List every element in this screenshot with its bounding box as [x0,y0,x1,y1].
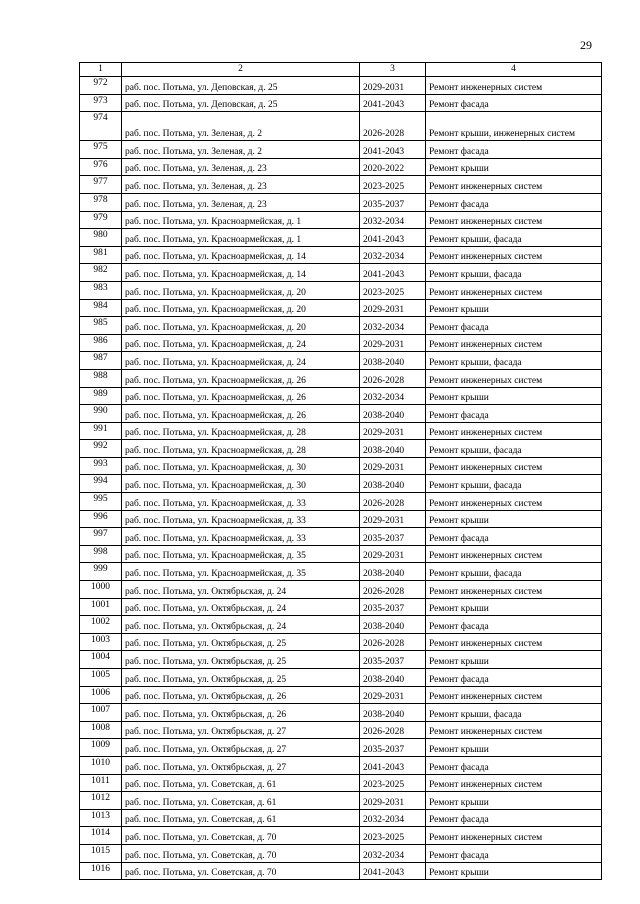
address-cell: раб. пос. Потьма, ул. Красноармейская, д. 28 [122,422,360,440]
work-type-cell: Ремонт инженерных систем [426,176,602,194]
header-cell-number: 1 [80,63,122,77]
address-cell: раб. пос. Потьма, ул. Красноармейская, д. 33 [122,528,360,546]
work-type-cell: Ремонт крыши [426,792,602,810]
header-cell-period: 3 [360,63,426,77]
row-number-cell: 1009 [80,739,122,757]
table-row [80,686,602,704]
period-cell: 2035-2037 [360,598,426,616]
table-row [80,756,602,774]
period-cell: 2038-2040 [360,405,426,423]
address-cell: раб. пос. Потьма, ул. Красноармейская, д. 14 [122,246,360,264]
work-type-cell: Ремонт инженерных систем [426,493,602,511]
row-number-cell: 972 [80,77,122,95]
address-cell: раб. пос. Потьма, ул. Красноармейская, д. 20 [122,317,360,335]
period-cell: 2029-2031 [360,545,426,563]
row-number-cell: 1007 [80,704,122,722]
period-cell: 2026-2028 [360,633,426,651]
table-row [80,792,602,810]
address-cell: раб. пос. Потьма, ул. Октябрьская, д. 26 [122,704,360,722]
table-row [80,633,602,651]
period-cell: 2029-2031 [360,334,426,352]
table-row [80,334,602,352]
period-cell: 2038-2040 [360,440,426,458]
address-cell: раб. пос. Потьма, ул. Красноармейская, д. 28 [122,440,360,458]
work-type-cell: Ремонт крыши [426,739,602,757]
address-cell: раб. пос. Потьма, ул. Зеленая, д. 23 [122,176,360,194]
work-type-cell: Ремонт инженерных систем [426,281,602,299]
row-number-cell: 1001 [80,598,122,616]
table-row [80,112,602,141]
row-number-cell: 998 [80,545,122,563]
header-cell-address: 2 [122,63,360,77]
period-cell: 2023-2025 [360,774,426,792]
header-cell-work: 4 [426,63,602,77]
table-row [80,721,602,739]
row-number-cell: 982 [80,264,122,282]
table-row [80,246,602,264]
table-row [80,475,602,493]
work-type-cell: Ремонт инженерных систем [426,581,602,599]
table-row [80,94,602,112]
work-type-cell: Ремонт инженерных систем [426,369,602,387]
period-cell: 2029-2031 [360,510,426,528]
row-number-cell: 984 [80,299,122,317]
period-cell: 2041-2043 [360,862,426,880]
row-number-cell: 999 [80,563,122,581]
address-cell: раб. пос. Потьма, ул. Советская, д. 61 [122,792,360,810]
table-row [80,616,602,634]
period-cell: 2029-2031 [360,299,426,317]
table-row [80,387,602,405]
address-cell: раб. пос. Потьма, ул. Красноармейская, д. 33 [122,493,360,511]
address-cell: раб. пос. Потьма, ул. Октябрьская, д. 25 [122,633,360,651]
work-type-cell: Ремонт крыши, фасада [426,229,602,247]
table-row [80,563,602,581]
table-row [80,510,602,528]
work-type-cell: Ремонт крыши [426,387,602,405]
period-cell: 2032-2034 [360,317,426,335]
row-number-cell: 1010 [80,756,122,774]
address-cell: раб. пос. Потьма, ул. Красноармейская, д. 26 [122,405,360,423]
work-type-cell: Ремонт крыши, фасада [426,475,602,493]
address-cell: раб. пос. Потьма, ул. Красноармейская, д. 20 [122,299,360,317]
period-cell: 2035-2037 [360,528,426,546]
row-number-cell: 1004 [80,651,122,669]
row-number-cell: 1008 [80,721,122,739]
table-row [80,827,602,845]
address-cell: раб. пос. Потьма, ул. Красноармейская, д. 30 [122,457,360,475]
address-cell: раб. пос. Потьма, ул. Октябрьская, д. 27 [122,721,360,739]
address-cell: раб. пос. Потьма, ул. Красноармейская, д. 26 [122,369,360,387]
period-cell: 2023-2025 [360,281,426,299]
row-number-cell: 1002 [80,616,122,634]
table-row [80,158,602,176]
table-row [80,77,602,95]
table-row [80,844,602,862]
table-row [80,405,602,423]
row-number-cell: 986 [80,334,122,352]
work-type-cell: Ремонт фасада [426,809,602,827]
work-type-cell: Ремонт фасада [426,756,602,774]
work-type-cell: Ремонт инженерных систем [426,334,602,352]
table-row [80,141,602,159]
period-cell: 2038-2040 [360,669,426,687]
period-cell: 2041-2043 [360,141,426,159]
address-cell: раб. пос. Потьма, ул. Деповская, д. 25 [122,94,360,112]
work-type-cell: Ремонт крыши [426,299,602,317]
table-row [80,176,602,194]
period-cell: 2032-2034 [360,844,426,862]
row-number-cell: 985 [80,317,122,335]
work-type-cell: Ремонт крыши [426,862,602,880]
row-number-cell: 975 [80,141,122,159]
row-number-cell: 1015 [80,844,122,862]
period-cell: 2029-2031 [360,457,426,475]
address-cell: раб. пос. Потьма, ул. Советская, д. 70 [122,827,360,845]
address-cell: раб. пос. Потьма, ул. Красноармейская, д. 30 [122,475,360,493]
work-type-cell: Ремонт крыши [426,158,602,176]
period-cell: 2038-2040 [360,475,426,493]
address-cell: раб. пос. Потьма, ул. Красноармейская, д. 26 [122,387,360,405]
row-number-cell: 1016 [80,862,122,880]
address-cell: раб. пос. Потьма, ул. Октябрьская, д. 24 [122,598,360,616]
table-row [80,774,602,792]
period-cell: 2038-2040 [360,616,426,634]
table-row [80,457,602,475]
address-cell: раб. пос. Потьма, ул. Октябрьская, д. 24 [122,616,360,634]
address-cell: раб. пос. Потьма, ул. Красноармейская, д. 14 [122,264,360,282]
address-cell: раб. пос. Потьма, ул. Октябрьская, д. 26 [122,686,360,704]
address-cell: раб. пос. Потьма, ул. Зеленая, д. 2 [122,112,360,141]
table-row [80,739,602,757]
address-cell: раб. пос. Потьма, ул. Октябрьская, д. 24 [122,581,360,599]
work-type-cell: Ремонт инженерных систем [426,545,602,563]
period-cell: 2023-2025 [360,176,426,194]
table-row [80,704,602,722]
table-row [80,229,602,247]
work-type-cell: Ремонт инженерных систем [426,422,602,440]
address-cell: раб. пос. Потьма, ул. Октябрьская, д. 27 [122,756,360,774]
period-cell: 2038-2040 [360,352,426,370]
work-type-cell: Ремонт крыши, фасада [426,563,602,581]
table-row [80,317,602,335]
row-number-cell: 993 [80,457,122,475]
address-cell: раб. пос. Потьма, ул. Красноармейская, д. 20 [122,281,360,299]
row-number-cell: 1003 [80,633,122,651]
period-cell: 2026-2028 [360,112,426,141]
address-cell: раб. пос. Потьма, ул. Красноармейская, д. 33 [122,510,360,528]
table-row [80,299,602,317]
table-row [80,369,602,387]
table-body [80,63,602,880]
row-number-cell: 979 [80,211,122,229]
row-number-cell: 990 [80,405,122,423]
period-cell: 2020-2022 [360,158,426,176]
period-cell: 2032-2034 [360,809,426,827]
work-type-cell: Ремонт крыши, инженерных систем [426,112,602,141]
address-cell: раб. пос. Потьма, ул. Красноармейская, д. 24 [122,334,360,352]
period-cell: 2041-2043 [360,229,426,247]
table-header-row [80,63,602,77]
period-cell: 2038-2040 [360,563,426,581]
table-row [80,211,602,229]
address-cell: раб. пос. Потьма, ул. Красноармейская, д. 1 [122,229,360,247]
period-cell: 2032-2034 [360,246,426,264]
address-cell: раб. пос. Потьма, ул. Красноармейская, д. 24 [122,352,360,370]
table-row [80,598,602,616]
work-type-cell: Ремонт фасада [426,317,602,335]
address-cell: раб. пос. Потьма, ул. Зеленая, д. 23 [122,158,360,176]
row-number-cell: 973 [80,94,122,112]
work-type-cell: Ремонт инженерных систем [426,827,602,845]
work-type-cell: Ремонт крыши [426,598,602,616]
period-cell: 2026-2028 [360,581,426,599]
address-cell: раб. пос. Потьма, ул. Октябрьская, д. 25 [122,651,360,669]
table-row [80,809,602,827]
table-row [80,352,602,370]
address-cell: раб. пос. Потьма, ул. Советская, д. 70 [122,862,360,880]
work-type-cell: Ремонт крыши, фасада [426,704,602,722]
table-row [80,545,602,563]
row-number-cell: 992 [80,440,122,458]
row-number-cell: 989 [80,387,122,405]
table-row [80,669,602,687]
row-number-cell: 1013 [80,809,122,827]
address-cell: раб. пос. Потьма, ул. Октябрьская, д. 25 [122,669,360,687]
capital-repair-table [79,62,602,880]
period-cell: 2029-2031 [360,422,426,440]
address-cell: раб. пос. Потьма, ул. Красноармейская, д. 35 [122,545,360,563]
table-row [80,581,602,599]
row-number-cell: 978 [80,193,122,211]
row-number-cell: 976 [80,158,122,176]
table-row [80,193,602,211]
table-row [80,528,602,546]
work-type-cell: Ремонт инженерных систем [426,633,602,651]
period-cell: 2029-2031 [360,77,426,95]
row-number-cell: 1000 [80,581,122,599]
row-number-cell: 1014 [80,827,122,845]
period-cell: 2035-2037 [360,739,426,757]
work-type-cell: Ремонт фасада [426,141,602,159]
row-number-cell: 1005 [80,669,122,687]
period-cell: 2032-2034 [360,211,426,229]
table-row [80,440,602,458]
row-number-cell: 994 [80,475,122,493]
period-cell: 2029-2031 [360,686,426,704]
row-number-cell: 983 [80,281,122,299]
row-number-cell: 988 [80,369,122,387]
period-cell: 2029-2031 [360,792,426,810]
period-cell: 2038-2040 [360,704,426,722]
period-cell: 2032-2034 [360,387,426,405]
work-type-cell: Ремонт фасада [426,844,602,862]
work-type-cell: Ремонт инженерных систем [426,246,602,264]
work-type-cell: Ремонт фасада [426,669,602,687]
row-number-cell: 980 [80,229,122,247]
address-cell: раб. пос. Потьма, ул. Красноармейская, д. 35 [122,563,360,581]
address-cell: раб. пос. Потьма, ул. Зеленая, д. 23 [122,193,360,211]
table-row [80,862,602,880]
address-cell: раб. пос. Потьма, ул. Зеленая, д. 2 [122,141,360,159]
address-cell: раб. пос. Потьма, ул. Октябрьская, д. 27 [122,739,360,757]
address-cell: раб. пос. Потьма, ул. Советская, д. 61 [122,774,360,792]
work-type-cell: Ремонт фасада [426,94,602,112]
period-cell: 2035-2037 [360,651,426,669]
row-number-cell: 987 [80,352,122,370]
row-number-cell: 977 [80,176,122,194]
work-type-cell: Ремонт крыши [426,651,602,669]
work-type-cell: Ремонт инженерных систем [426,211,602,229]
work-type-cell: Ремонт фасада [426,405,602,423]
work-type-cell: Ремонт фасада [426,528,602,546]
work-type-cell: Ремонт крыши [426,510,602,528]
table-row [80,422,602,440]
period-cell: 2041-2043 [360,756,426,774]
period-cell: 2026-2028 [360,369,426,387]
row-number-cell: 996 [80,510,122,528]
work-type-cell: Ремонт инженерных систем [426,686,602,704]
table-row [80,493,602,511]
table-row [80,264,602,282]
row-number-cell: 995 [80,493,122,511]
address-cell: раб. пос. Потьма, ул. Советская, д. 61 [122,809,360,827]
row-number-cell: 1012 [80,792,122,810]
page-number: 29 [580,38,592,52]
work-type-cell: Ремонт инженерных систем [426,77,602,95]
period-cell: 2026-2028 [360,721,426,739]
period-cell: 2041-2043 [360,94,426,112]
work-type-cell: Ремонт инженерных систем [426,774,602,792]
row-number-cell: 991 [80,422,122,440]
row-number-cell: 974 [80,112,122,141]
table-row [80,651,602,669]
work-type-cell: Ремонт фасада [426,193,602,211]
table-row [80,281,602,299]
work-type-cell: Ремонт инженерных систем [426,457,602,475]
work-type-cell: Ремонт инженерных систем [426,721,602,739]
row-number-cell: 997 [80,528,122,546]
row-number-cell: 1006 [80,686,122,704]
address-cell: раб. пос. Потьма, ул. Советская, д. 70 [122,844,360,862]
work-type-cell: Ремонт фасада [426,616,602,634]
row-number-cell: 981 [80,246,122,264]
period-cell: 2041-2043 [360,264,426,282]
period-cell: 2035-2037 [360,193,426,211]
address-cell: раб. пос. Потьма, ул. Красноармейская, д. 1 [122,211,360,229]
work-type-cell: Ремонт крыши, фасада [426,264,602,282]
work-type-cell: Ремонт крыши, фасада [426,440,602,458]
work-type-cell: Ремонт крыши, фасада [426,352,602,370]
period-cell: 2026-2028 [360,493,426,511]
address-cell: раб. пос. Потьма, ул. Деповская, д. 25 [122,77,360,95]
row-number-cell: 1011 [80,774,122,792]
period-cell: 2023-2025 [360,827,426,845]
